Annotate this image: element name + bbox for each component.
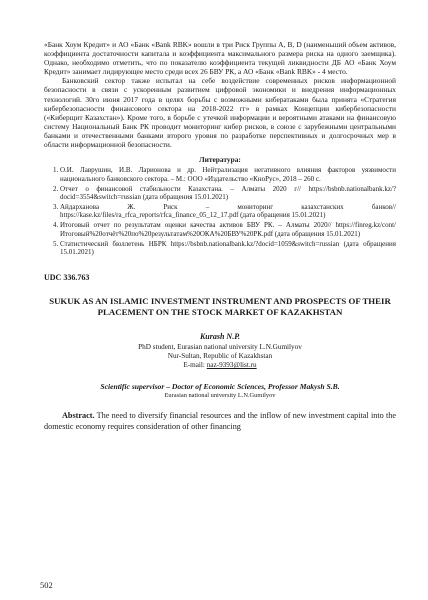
udc-code: UDC 336.763 xyxy=(44,272,90,282)
affiliation-location: Nur-Sultan, Republic of Kazakhstan xyxy=(167,351,273,360)
abstract-paragraph xyxy=(44,411,396,432)
scientific-supervisor: Scientific supervisor – Doctor of Economic Sciences, Professor Makysh S.B. xyxy=(100,382,340,392)
article-title: SUKUK AS AN ISLAMIC INVESTMENT INSTRUMENT AND PROSPECTS OF THEIR PLACEMENT ON THE STOCK MARKET OF KAZAKHSTAN xyxy=(49,295,391,317)
reference-item: 5. Статистический бюллетень НБРК https://bsbnb.nationalbank.kz/?docid=1059&switch=russian (дата обращения 15.01.2021) xyxy=(60,240,396,257)
email-link[interactable]: naz-9393@list.ru xyxy=(206,360,257,369)
abstract-text: The need to diversify financial resources and the inflow of new investment capital into the domestic economy requires consideration of other financing xyxy=(44,411,396,431)
page-number: 502 xyxy=(40,580,53,590)
reference-item: 2. Отчет о финансовой стабильности Казахстана. – Алматы 2020 г// https://bsbnb.nationalbank.kz/?docid=3554&switch=russian (дата обращения 15.01.2021) xyxy=(60,185,396,202)
body-paragraph-1: «Банк Хоум Кредит» и АО «Банк «Bank RBK» вошли в три Риск Группы А, B, D (наименьший объем активов, коэффициента достаточности капитала и коэффициента максимального размера риска на одного заемщика). Однако, необходимо отметить, что по показателю коэффициента текущей ликвидности ДБ АО «Банк Хоум Кредит» занимает лидирующее место среди всех 26 БВУ РК, а АО «Банк «Bank RBK» - 4 место. xyxy=(44,40,396,77)
abstract-label: Abstract. xyxy=(62,411,95,421)
author-affiliation xyxy=(44,343,396,371)
body-paragraph-2: Банковский сектор также испытал на себе воздействие современных рисков информационной безопасности в связи с ускоренным развитием цифровой экономики и внедрения информационных технологий. 30го июня 2017 года в целях борьбы с возможными кибератаками была принята «Стратегия кибербезопасности финансового сектора на 2018-2022 гг» в рамках Концепции кибербезопасности («Киберщит Казахстан»). Кроме того, в борьбе с утечкой информации и вероятными атаками на финансовую систему Национальный Банк РК проводит мониторинг кибер рисков, в союзе с зарубежными центральными банками и отечественными банками второго уровня по разработке перспективных и долгосрочных мер в области информационной безопасности. xyxy=(44,76,396,150)
reference-item: 4. Итоговый отчет по результатам оценки качества активов БВУ РК. – Алматы 2020// https://finreg.kz/cont/Итоговый%20отчёт%20по%20результатам%20ОКА%20БВУ%20РК.pdf (дата обращения 15.01.2021) xyxy=(60,221,396,238)
supervisor-affiliation: Eurasian national university L.N.Gumilyov xyxy=(164,392,276,400)
reference-item: 1. О.И. Лаврушин, И.В. Ларионова и др. Нейтрализация негативного влияния факторов уязвимости национального банковского сектора. – М.: ООО «Издательство «КноРус», 2018 – 260 с. xyxy=(60,166,396,183)
page-content xyxy=(44,40,396,432)
reference-list xyxy=(44,166,396,256)
literature-heading: Литература: xyxy=(199,155,241,165)
reference-item: 3. Айдарханова Ж. Риск – мониторинг казахстанских банков// https://kase.kz/files/ra_rfca_reports/rfca_finance_05_12_17.pdf (дата обращения 15.01.2021) xyxy=(60,203,396,220)
author-email xyxy=(44,361,396,370)
author-name: Kurash N.P. xyxy=(199,331,241,341)
email-label: E-mail: xyxy=(183,360,205,369)
affiliation-university: PhD student, Eurasian national university L.N.Gumilyov xyxy=(138,342,302,351)
